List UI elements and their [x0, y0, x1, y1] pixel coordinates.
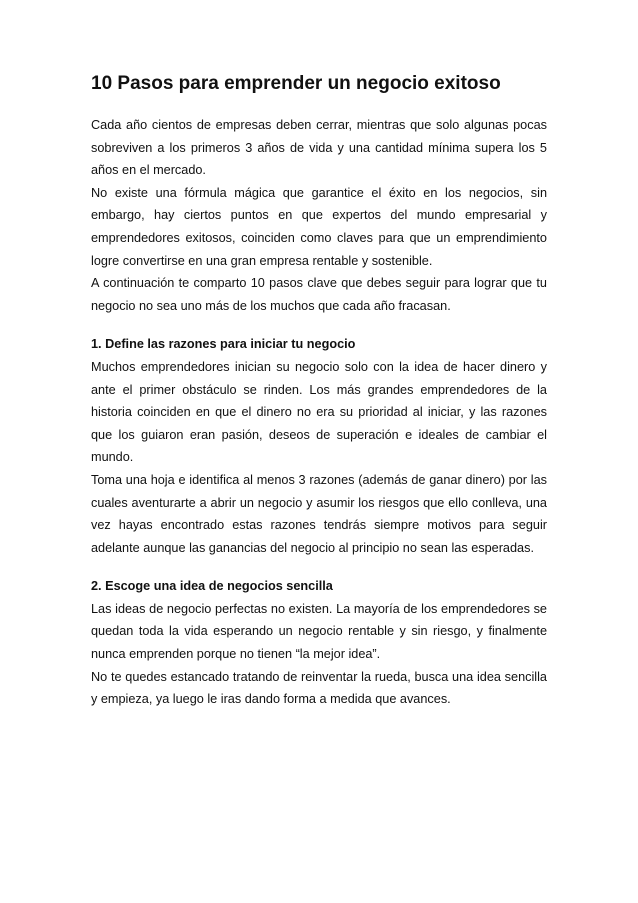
section-paragraph: Toma una hoja e identifica al menos 3 razones (además de ganar dinero) por las cuales aventurarte a abrir un negocio y asumir los riesgos que ello conlleva, una vez hayas encontrado estas razones tendrás siempre motivos para seguir adelante aunque las ganancias del negocio al principio no sean las esperadas.	[91, 472, 547, 555]
section-paragraph: Las ideas de negocio perfectas no existen. La mayoría de los emprendedores se quedan toda la vida esperando un negocio rentable y sin riesgo, y finalmente nunca emprenden porque no tienen “la mejor idea”.	[91, 601, 547, 662]
section-paragraph: No te quedes estancado tratando de reinventar la rueda, busca una idea sencilla y empieza, ya luego le iras dando forma a medida que avances.	[91, 669, 547, 707]
section-heading: 1. Define las razones para iniciar tu negocio	[91, 337, 356, 352]
intro-paragraph: No existe una fórmula mágica que garantice el éxito en los negocios, sin embargo, hay ciertos puntos en que expertos del mundo empresarial y emprendedores exitosos, coinciden como claves para que un emprendimiento logre convertirse en una gran empresa rentable y sostenible.	[91, 185, 547, 268]
intro-paragraph: A continuación te comparto 10 pasos clave que debes seguir para lograr que tu negocio no sea uno más de los muchos que cada año fracasan.	[91, 276, 547, 313]
section-paragraph: Muchos emprendedores inician su negocio solo con la idea de hacer dinero y ante el primer obstáculo se rinden. Los más grandes emprendedores de la historia coinciden en que el dinero no era su prioridad al iniciar, y las razones que los guiaron eran pasión, deseos de superación e ideales de cambiar el mundo.	[91, 359, 547, 465]
document-page	[91, 72, 547, 711]
section-heading: 2. Escoge una idea de negocios sencilla	[91, 579, 333, 594]
spacer	[91, 559, 547, 575]
document-title: 10 Pasos para emprender un negocio exitoso	[91, 73, 501, 94]
spacer	[91, 317, 547, 333]
intro-paragraph: Cada año cientos de empresas deben cerrar, mientras que solo algunas pocas sobreviven a los primeros 3 años de vida y una cantidad mínima supera los 5 años en el mercado.	[91, 118, 547, 178]
